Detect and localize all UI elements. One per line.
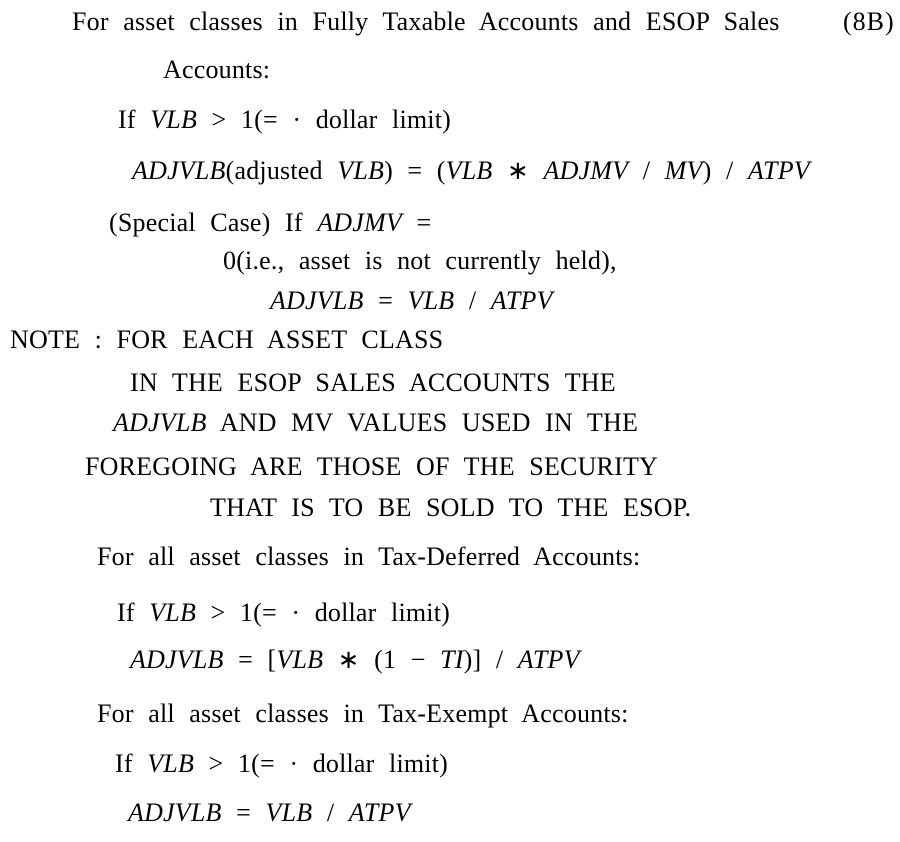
formula-text: AND MV VALUES USED IN THE xyxy=(206,408,639,437)
formula-text: FOREGOING ARE THOSE OF THE SECURITY xyxy=(85,452,659,481)
formula-text: ) = ( xyxy=(384,156,446,185)
formula-text: NOTE : FOR EACH ASSET CLASS xyxy=(10,325,444,354)
formula-variable: VLB xyxy=(337,156,385,185)
formula-text: = xyxy=(401,208,432,237)
formula-text: / xyxy=(628,156,665,185)
formula-text: For asset classes in Fully Taxable Accounts and ESOP Sales xyxy=(72,7,780,36)
note-line-2 xyxy=(130,370,616,396)
formula-variable: ATPV xyxy=(490,286,553,315)
note-line-3 xyxy=(113,410,638,436)
formula-variable: ADJVLB xyxy=(128,798,222,827)
formula-variable: ADJVLB xyxy=(132,156,226,185)
formula-text: If xyxy=(118,105,151,134)
formula-variable: ADJVLB xyxy=(270,286,364,315)
formula-variable: MV xyxy=(664,156,703,185)
formula-text: If xyxy=(115,749,148,778)
formula-variable: ADJMV xyxy=(317,208,402,237)
header-tax-exempt xyxy=(97,701,629,727)
formula-variable: ADJMV xyxy=(543,156,629,185)
formula-text: / xyxy=(454,286,491,315)
formula-text: > 1(= · dollar limit) xyxy=(196,598,451,627)
formula-variable: VLB xyxy=(445,156,493,185)
formula-text: THAT IS TO BE SOLD TO THE ESOP. xyxy=(210,493,692,522)
formula-text: = xyxy=(221,798,266,827)
formula-variable: ADJVLB xyxy=(130,645,224,674)
formula-text: 0(i.e., asset is not currently held), xyxy=(223,246,617,275)
condition-vlb-taxable xyxy=(118,107,451,133)
formula-adjvlb-taxable xyxy=(132,158,810,184)
header-taxable-line2 xyxy=(163,57,270,83)
formula-adjvlb-tax-deferred xyxy=(130,647,580,673)
note-line-4 xyxy=(85,454,658,480)
formula-text: = [ xyxy=(223,645,277,674)
formula-variable: ADJVLB xyxy=(113,408,207,437)
formula-adjvlb-tax-exempt xyxy=(128,800,411,826)
formula-text: IN THE ESOP SALES ACCOUNTS THE xyxy=(130,368,616,397)
header-tax-deferred xyxy=(97,544,640,570)
formula-text: = xyxy=(363,286,408,315)
formula-text: )] / xyxy=(463,645,518,674)
formula-variable: ATPV xyxy=(517,645,580,674)
formula-variable: VLB xyxy=(147,749,195,778)
formula-text: ∗ xyxy=(492,156,544,185)
formula-text: (adjusted xyxy=(225,156,338,185)
formula-text: (Special Case) If xyxy=(109,208,318,237)
formula-text: For all asset classes in Tax-Exempt Accounts: xyxy=(97,699,629,728)
formula-text: / xyxy=(312,798,349,827)
formula-text: For all asset classes in Tax-Deferred Accounts: xyxy=(97,542,641,571)
header-taxable-line1 xyxy=(72,9,780,35)
note-line-5 xyxy=(210,495,691,521)
formula-text: Accounts: xyxy=(163,55,271,84)
formula-adjvlb-special-case xyxy=(270,288,553,314)
formula-variable: VLB xyxy=(276,645,324,674)
note-line-1 xyxy=(10,327,443,353)
formula-text: If xyxy=(117,598,150,627)
special-case-detail xyxy=(223,248,617,274)
formula-text: ∗ (1 − xyxy=(323,645,441,674)
formula-variable: ATPV xyxy=(747,156,810,185)
formula-variable: VLB xyxy=(150,105,198,134)
condition-vlb-tax-exempt xyxy=(115,751,448,777)
formula-text: > 1(= · dollar limit) xyxy=(197,105,452,134)
formula-variable: VLB xyxy=(149,598,197,627)
special-case-intro xyxy=(109,210,431,236)
formula-variable: VLB xyxy=(407,286,455,315)
formula-variable: VLB xyxy=(265,798,313,827)
formula-text: ) / xyxy=(702,156,748,185)
equation-number: (8B) xyxy=(843,7,895,36)
formula-variable: TI xyxy=(440,645,464,674)
formula-variable: ATPV xyxy=(348,798,411,827)
condition-vlb-tax-deferred xyxy=(117,600,450,626)
formula-text: > 1(= · dollar limit) xyxy=(194,749,449,778)
